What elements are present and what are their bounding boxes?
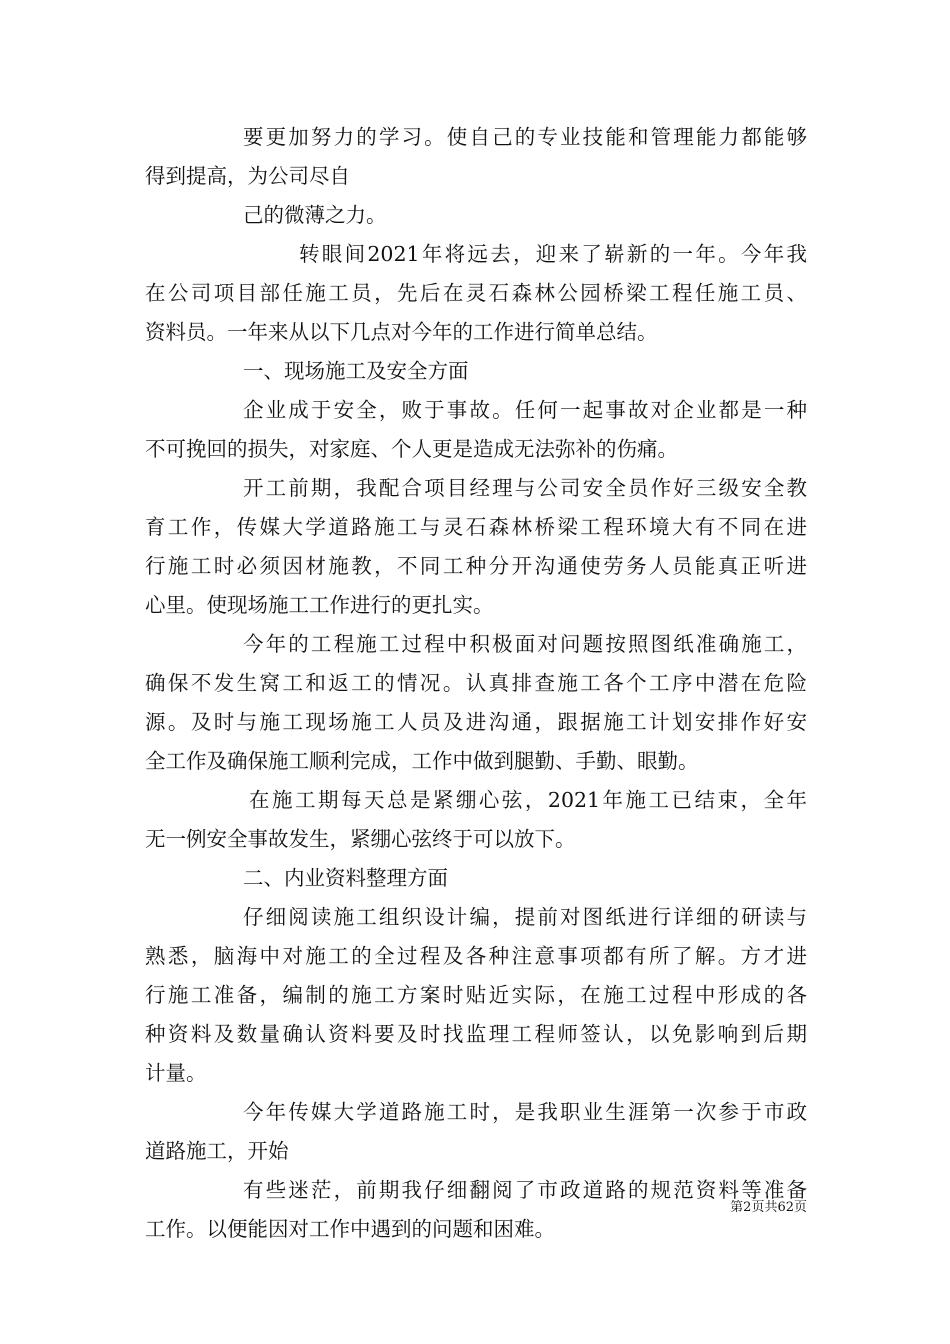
text-line: 在公司项目部任施工员，先后在灵石森林公园桥梁工程任施工员、 <box>145 281 807 305</box>
page-number: 第2页共62页 <box>730 1200 807 1215</box>
text-line: 有些迷茫，前期我仔细翻阅了市政道路的规范资料等准备 <box>243 1178 807 1202</box>
document-body <box>145 118 807 1249</box>
text-line: 企业成于安全，败于事故。任何一起事故对企业都是一种 <box>243 398 807 422</box>
text-line: 在施工期每天总是紧绷心弦，2021年施工已结束，全年 <box>249 788 807 812</box>
text-line: 己的微薄之力。 <box>243 203 387 227</box>
text-line: 行施工时必须因材施教，不同工种分开沟通使劳务人员能真正听进 <box>145 554 807 578</box>
text-line: 仔细阅读施工组织设计编，提前对图纸进行详细的研读与 <box>243 905 807 929</box>
text-line: 行施工准备，编制的施工方案时贴近实际，在施工过程中形成的各 <box>145 983 807 1007</box>
text-line: 心里。使现场施工工作进行的更扎实。 <box>145 593 494 617</box>
text-line: 工作。以便能因对工作中遇到的问题和困难。 <box>145 1217 555 1241</box>
text-line: 无一例安全事故发生，紧绷心弦终于可以放下。 <box>145 827 576 851</box>
text-line: 要更加努力的学习。使自己的专业技能和管理能力都能够 <box>243 125 807 149</box>
text-line: 不可挽回的损失，对家庭、个人更是造成无法弥补的伤痛。 <box>145 437 678 461</box>
text-line: 开工前期，我配合项目经理与公司安全员作好三级安全教 <box>243 476 807 500</box>
section-heading: 一、现场施工及安全方面 <box>243 359 469 383</box>
text-line: 确保不发生窝工和返工的情况。认真排查施工各个工序中潜在危险 <box>145 671 807 695</box>
text-line: 今年传媒大学道路施工时，是我职业生涯第一次参于市政 <box>243 1100 807 1124</box>
text-line: 种资料及数量确认资料要及时找监理工程师签认，以免影响到后期 <box>145 1022 807 1046</box>
text-line: 全工作及确保施工顺利完成，工作中做到腿勤、手勤、眼勤。 <box>145 749 699 773</box>
text-line: 转眼间2021年将远去，迎来了崭新的一年。今年我 <box>299 242 807 266</box>
text-line: 计量。 <box>145 1061 207 1085</box>
text-line: 道路施工，开始 <box>145 1139 289 1163</box>
text-line: 源。及时与施工现场施工人员及进沟通，跟据施工计划安排作好安 <box>145 710 807 734</box>
text-line: 资料员。一年来从以下几点对今年的工作进行简单总结。 <box>145 320 658 344</box>
text-line: 得到提高，为公司尽自 <box>145 164 350 188</box>
section-heading: 二、内业资料整理方面 <box>243 866 448 890</box>
text-line: 育工作，传媒大学道路施工与灵石森林桥梁工程环境大有不同在进 <box>145 515 807 539</box>
text-line: 今年的工程施工过程中积极面对问题按照图纸准确施工， <box>243 632 807 656</box>
text-line: 熟悉，脑海中对施工的全过程及各种注意事项都有所了解。方才进 <box>145 944 807 968</box>
